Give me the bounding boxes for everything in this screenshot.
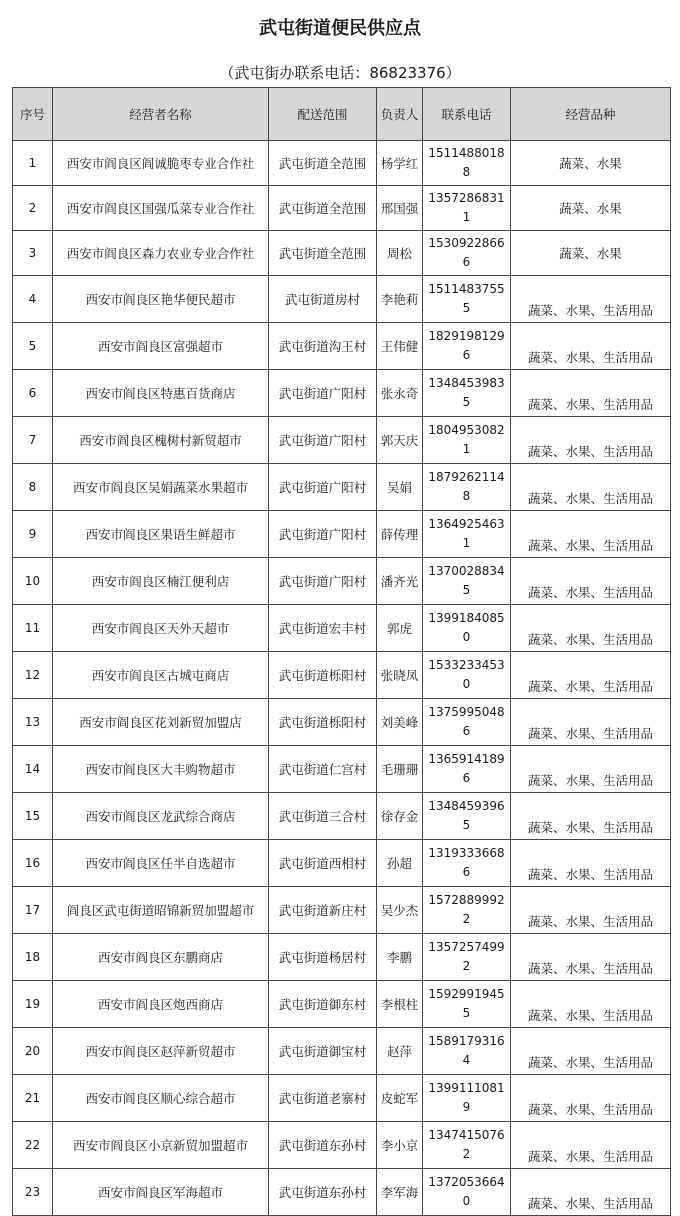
cell-delivery-area: 武屯街道宏丰村 xyxy=(269,605,377,652)
table-row xyxy=(13,231,671,276)
cell-serial: 16 xyxy=(13,840,53,887)
cell-goods: 蔬菜、水果 xyxy=(511,231,671,276)
cell-goods: 蔬菜、水果、生活用品 xyxy=(511,464,671,511)
cell-goods: 蔬菜、水果、生活用品 xyxy=(511,323,671,370)
cell-phone: 13720536640 xyxy=(423,1169,511,1216)
cell-goods: 蔬菜、水果、生活用品 xyxy=(511,1169,671,1216)
cell-person-in-charge: 吴娟 xyxy=(377,464,423,511)
table-row xyxy=(13,417,671,464)
cell-serial: 22 xyxy=(13,1122,53,1169)
cell-operator-name: 西安市阎良区东鹏商店 xyxy=(53,934,269,981)
cell-goods: 蔬菜、水果、生活用品 xyxy=(511,511,671,558)
cell-person-in-charge: 皮蛇军 xyxy=(377,1075,423,1122)
table-row xyxy=(13,1075,671,1122)
cell-person-in-charge: 杨学红 xyxy=(377,141,423,186)
cell-phone: 13659141896 xyxy=(423,746,511,793)
cell-goods: 蔬菜、水果 xyxy=(511,186,671,231)
page-title: 武屯街道便民供应点 xyxy=(259,18,421,39)
supply-points-table xyxy=(12,87,671,1216)
cell-person-in-charge: 邢国强 xyxy=(377,186,423,231)
cell-phone: 13759950486 xyxy=(423,699,511,746)
cell-operator-name: 西安市阎良区任半自选超市 xyxy=(53,840,269,887)
cell-delivery-area: 武屯街道栎阳村 xyxy=(269,699,377,746)
cell-delivery-area: 武屯街道广阳村 xyxy=(269,511,377,558)
cell-serial: 19 xyxy=(13,981,53,1028)
cell-delivery-area: 武屯街道老寨村 xyxy=(269,1075,377,1122)
cell-goods: 蔬菜、水果、生活用品 xyxy=(511,652,671,699)
cell-person-in-charge: 毛珊珊 xyxy=(377,746,423,793)
cell-person-in-charge: 张永奇 xyxy=(377,370,423,417)
cell-delivery-area: 武屯街道广阳村 xyxy=(269,464,377,511)
cell-delivery-area: 武屯街道广阳村 xyxy=(269,558,377,605)
cell-delivery-area: 武屯街道三合村 xyxy=(269,793,377,840)
cell-serial: 17 xyxy=(13,887,53,934)
cell-serial: 4 xyxy=(13,276,53,323)
cell-phone: 15332334530 xyxy=(423,652,511,699)
cell-goods: 蔬菜、水果、生活用品 xyxy=(511,558,671,605)
cell-operator-name: 西安市阎良区大丰购物超市 xyxy=(53,746,269,793)
cell-serial: 5 xyxy=(13,323,53,370)
cell-phone: 18792621148 xyxy=(423,464,511,511)
table-row xyxy=(13,276,671,323)
cell-delivery-area: 武屯街道栎阳村 xyxy=(269,652,377,699)
cell-phone: 13649254631 xyxy=(423,511,511,558)
cell-delivery-area: 武屯街道西相村 xyxy=(269,840,377,887)
header-phone: 联系电话 xyxy=(423,88,511,141)
cell-operator-name: 西安市阎良区古城屯商店 xyxy=(53,652,269,699)
cell-operator-name: 西安市阎良区顺心综合超市 xyxy=(53,1075,269,1122)
cell-phone: 13700288345 xyxy=(423,558,511,605)
contact-subtitle: （武屯街办联系电话：86823376） xyxy=(219,64,461,82)
cell-phone: 13991110819 xyxy=(423,1075,511,1122)
cell-phone: 13572868311 xyxy=(423,186,511,231)
cell-operator-name: 西安市阎良区花刘新贸加盟店 xyxy=(53,699,269,746)
cell-goods: 蔬菜、水果、生活用品 xyxy=(511,276,671,323)
cell-goods: 蔬菜、水果、生活用品 xyxy=(511,887,671,934)
cell-person-in-charge: 刘美峰 xyxy=(377,699,423,746)
cell-delivery-area: 武屯街道杨居村 xyxy=(269,934,377,981)
table-row xyxy=(13,605,671,652)
cell-operator-name: 西安市阎良区艳华便民超市 xyxy=(53,276,269,323)
table-row xyxy=(13,1169,671,1216)
table-row xyxy=(13,793,671,840)
cell-serial: 14 xyxy=(13,746,53,793)
cell-serial: 3 xyxy=(13,231,53,276)
table-row xyxy=(13,934,671,981)
cell-delivery-area: 武屯街道广阳村 xyxy=(269,417,377,464)
cell-person-in-charge: 张晓凤 xyxy=(377,652,423,699)
cell-operator-name: 西安市阎良区槐树村新贸超市 xyxy=(53,417,269,464)
cell-operator-name: 西安市阎良区富强超市 xyxy=(53,323,269,370)
table-row xyxy=(13,887,671,934)
cell-delivery-area: 武屯街道东孙村 xyxy=(269,1169,377,1216)
table-row xyxy=(13,1122,671,1169)
cell-person-in-charge: 王伟健 xyxy=(377,323,423,370)
cell-operator-name: 西安市阎良区特惠百货商店 xyxy=(53,370,269,417)
cell-serial: 2 xyxy=(13,186,53,231)
cell-phone: 15309228666 xyxy=(423,231,511,276)
cell-person-in-charge: 李鹏 xyxy=(377,934,423,981)
cell-serial: 7 xyxy=(13,417,53,464)
cell-operator-name: 西安市阎良区炮西商店 xyxy=(53,981,269,1028)
cell-phone: 18291981296 xyxy=(423,323,511,370)
cell-delivery-area: 武屯街道仁宫村 xyxy=(269,746,377,793)
cell-goods: 蔬菜、水果、生活用品 xyxy=(511,1028,671,1075)
cell-person-in-charge: 郭虎 xyxy=(377,605,423,652)
cell-delivery-area: 武屯街道全范围 xyxy=(269,186,377,231)
cell-serial: 15 xyxy=(13,793,53,840)
cell-person-in-charge: 周松 xyxy=(377,231,423,276)
cell-goods: 蔬菜、水果、生活用品 xyxy=(511,417,671,464)
cell-serial: 20 xyxy=(13,1028,53,1075)
cell-serial: 11 xyxy=(13,605,53,652)
cell-phone: 15891793164 xyxy=(423,1028,511,1075)
cell-goods: 蔬菜、水果、生活用品 xyxy=(511,370,671,417)
cell-delivery-area: 武屯街道御宝村 xyxy=(269,1028,377,1075)
cell-goods: 蔬菜、水果、生活用品 xyxy=(511,699,671,746)
cell-delivery-area: 武屯街道御东村 xyxy=(269,981,377,1028)
cell-phone: 13484593965 xyxy=(423,793,511,840)
cell-phone: 13572574992 xyxy=(423,934,511,981)
cell-delivery-area: 武屯街道全范围 xyxy=(269,141,377,186)
cell-serial: 23 xyxy=(13,1169,53,1216)
cell-phone: 18049530821 xyxy=(423,417,511,464)
cell-person-in-charge: 李根柱 xyxy=(377,981,423,1028)
cell-person-in-charge: 薛传理 xyxy=(377,511,423,558)
table-row xyxy=(13,511,671,558)
cell-serial: 9 xyxy=(13,511,53,558)
header-person-in-charge: 负责人 xyxy=(377,88,423,141)
cell-serial: 1 xyxy=(13,141,53,186)
cell-goods: 蔬菜、水果、生活用品 xyxy=(511,1075,671,1122)
cell-phone: 13484539835 xyxy=(423,370,511,417)
cell-goods: 蔬菜、水果、生活用品 xyxy=(511,746,671,793)
table-row xyxy=(13,1028,671,1075)
cell-operator-name: 西安市阎良区楠江便利店 xyxy=(53,558,269,605)
cell-goods: 蔬菜、水果、生活用品 xyxy=(511,605,671,652)
cell-operator-name: 西安市阎良区赵萍新贸超市 xyxy=(53,1028,269,1075)
cell-delivery-area: 武屯街道新庄村 xyxy=(269,887,377,934)
table-row xyxy=(13,840,671,887)
cell-goods: 蔬菜、水果、生活用品 xyxy=(511,1122,671,1169)
cell-person-in-charge: 潘齐光 xyxy=(377,558,423,605)
table-row xyxy=(13,558,671,605)
cell-person-in-charge: 赵萍 xyxy=(377,1028,423,1075)
cell-phone: 13474150762 xyxy=(423,1122,511,1169)
cell-operator-name: 西安市阎良区吴娟蔬菜水果超市 xyxy=(53,464,269,511)
table-row xyxy=(13,141,671,186)
cell-person-in-charge: 徐存金 xyxy=(377,793,423,840)
cell-person-in-charge: 孙超 xyxy=(377,840,423,887)
table-row xyxy=(13,186,671,231)
cell-phone: 13991840850 xyxy=(423,605,511,652)
cell-operator-name: 西安市阎良区龙武综合商店 xyxy=(53,793,269,840)
cell-phone: 15728899922 xyxy=(423,887,511,934)
cell-serial: 12 xyxy=(13,652,53,699)
cell-phone: 15929919455 xyxy=(423,981,511,1028)
cell-serial: 18 xyxy=(13,934,53,981)
cell-operator-name: 西安市阎良区阎诚脆枣专业合作社 xyxy=(53,141,269,186)
cell-delivery-area: 武屯街道房村 xyxy=(269,276,377,323)
cell-goods: 蔬菜、水果、生活用品 xyxy=(511,793,671,840)
header-operator-name: 经营者名称 xyxy=(53,88,269,141)
table-row xyxy=(13,370,671,417)
table-header-row xyxy=(13,88,671,141)
cell-serial: 6 xyxy=(13,370,53,417)
cell-serial: 13 xyxy=(13,699,53,746)
cell-serial: 21 xyxy=(13,1075,53,1122)
cell-goods: 蔬菜、水果、生活用品 xyxy=(511,981,671,1028)
cell-goods: 蔬菜、水果、生活用品 xyxy=(511,934,671,981)
cell-operator-name: 西安市阎良区天外天超市 xyxy=(53,605,269,652)
cell-phone: 15114837555 xyxy=(423,276,511,323)
cell-operator-name: 阎良区武屯街道昭锦新贸加盟超市 xyxy=(53,887,269,934)
header-serial: 序号 xyxy=(13,88,53,141)
cell-delivery-area: 武屯街道广阳村 xyxy=(269,370,377,417)
cell-person-in-charge: 李小京 xyxy=(377,1122,423,1169)
cell-phone: 15114880188 xyxy=(423,141,511,186)
table-row xyxy=(13,746,671,793)
cell-delivery-area: 武屯街道全范围 xyxy=(269,231,377,276)
cell-goods: 蔬菜、水果、生活用品 xyxy=(511,840,671,887)
table-row xyxy=(13,464,671,511)
cell-delivery-area: 武屯街道沟王村 xyxy=(269,323,377,370)
cell-person-in-charge: 李艳莉 xyxy=(377,276,423,323)
cell-serial: 8 xyxy=(13,464,53,511)
header-goods: 经营品种 xyxy=(511,88,671,141)
cell-operator-name: 西安市阎良区小京新贸加盟超市 xyxy=(53,1122,269,1169)
cell-operator-name: 西安市阎良区军海超市 xyxy=(53,1169,269,1216)
cell-person-in-charge: 李军海 xyxy=(377,1169,423,1216)
cell-person-in-charge: 郭天庆 xyxy=(377,417,423,464)
header-delivery-area: 配送范围 xyxy=(269,88,377,141)
cell-phone: 13193336686 xyxy=(423,840,511,887)
table-row xyxy=(13,652,671,699)
table-row xyxy=(13,699,671,746)
cell-serial: 10 xyxy=(13,558,53,605)
cell-operator-name: 西安市阎良区森力农业专业合作社 xyxy=(53,231,269,276)
cell-person-in-charge: 吴少杰 xyxy=(377,887,423,934)
cell-delivery-area: 武屯街道东孙村 xyxy=(269,1122,377,1169)
table-row xyxy=(13,323,671,370)
cell-operator-name: 西安市阎良区果语生鲜超市 xyxy=(53,511,269,558)
cell-goods: 蔬菜、水果 xyxy=(511,141,671,186)
table-row xyxy=(13,981,671,1028)
cell-operator-name: 西安市阎良区国强瓜菜专业合作社 xyxy=(53,186,269,231)
